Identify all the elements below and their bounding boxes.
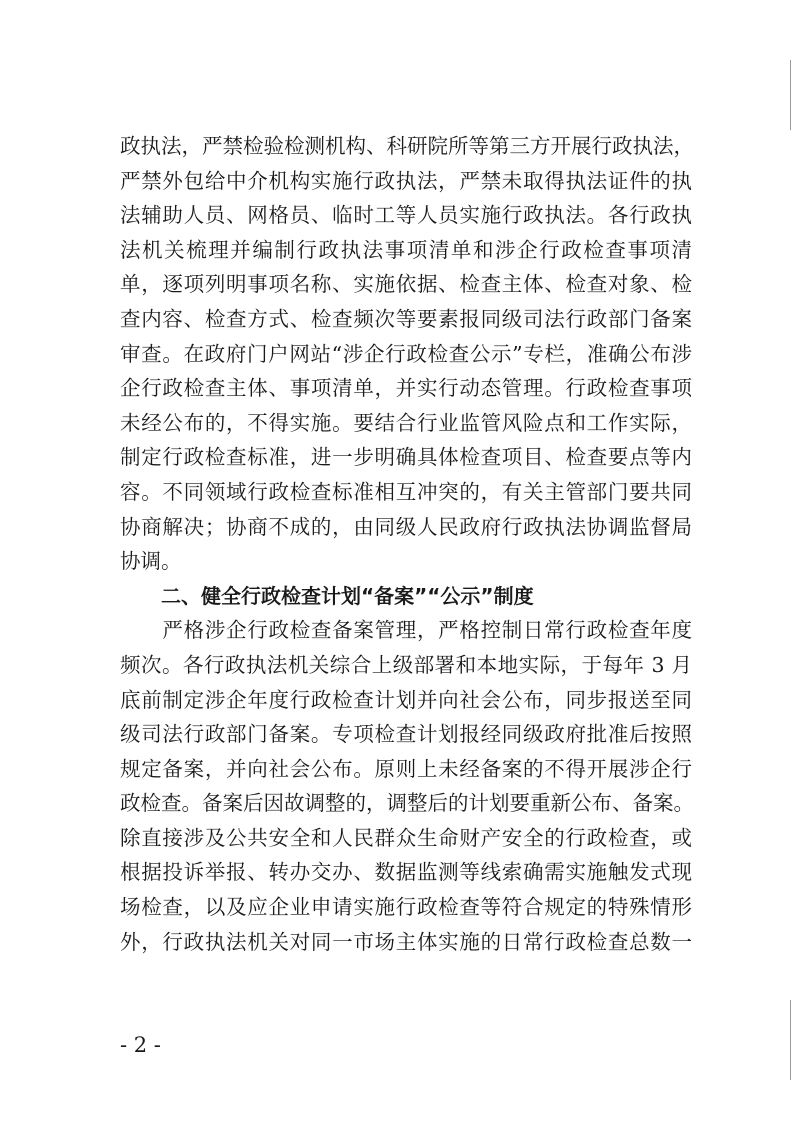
body-line: 除直接涉及公共安全和人民群众生命财产安全的行政检查，或 (120, 825, 692, 850)
body-line: 场检查，以及应企业申请实施行政检查等符合规定的特殊情形 (120, 895, 692, 920)
body-line: 协调。 (120, 549, 182, 574)
body-line: 政检查。备案后因故调整的，调整后的计划要重新公布、备案。 (120, 791, 694, 816)
scan-edge-mark (790, 60, 791, 130)
body-line: 根据投诉举报、转办交办、数据监测等线索确需实施触发式现 (120, 860, 692, 885)
body-line: 法机关梳理并编制行政执法事项清单和涉企行政检查事项清 (120, 237, 692, 262)
body-line: 制定行政检查标准，进一步明确具体检查项目、检查要点等内 (120, 445, 692, 470)
body-line: 严禁外包给中介机构实施行政执法，严禁未取得执法证件的执 (120, 168, 692, 193)
document-body (120, 129, 692, 959)
body-line: 查内容、检查方式、检查频次等要素报同级司法行政部门备案 (120, 306, 692, 331)
body-line: 严格涉企行政检查备案管理，严格控制日常行政检查年度 (120, 618, 692, 643)
section-heading: 二、健全行政检查计划“备案”“公示”制度 (161, 583, 534, 608)
body-line: 外，行政执法机关对同一市场主体实施的日常行政检查总数一 (120, 929, 692, 954)
body-line: 规定备案，并向社会公布。原则上未经备案的不得开展涉企行 (120, 756, 692, 781)
body-line: 单，逐项列明事项名称、实施依据、检查主体、检查对象、检 (120, 272, 692, 297)
body-line: 容。不同领域行政检查标准相互冲突的，有关主管部门要共同 (120, 479, 692, 504)
body-line: 审查。在政府门户网站“涉企行政检查公示”专栏，准确公布涉 (120, 341, 692, 366)
scan-edge-mark (790, 1000, 791, 1080)
body-line: 法辅助人员、网格员、临时工等人员实施行政执法。各行政执 (120, 203, 692, 228)
body-line: 底前制定涉企年度行政检查计划并向社会公布，同步报送至同 (120, 687, 692, 712)
body-line: 政执法，严禁检验检测机构、科研院所等第三方开展行政执法， (120, 134, 694, 158)
body-line: 频次。各行政执法机关综合上级部署和本地实际，于每年 3 月 (120, 652, 692, 677)
body-line: 企行政检查主体、事项清单，并实行动态管理。行政检查事项 (120, 376, 692, 401)
body-line: 未经公布的，不得实施。要结合行业监管风险点和工作实际， (120, 410, 692, 435)
page-number: - 2 - (120, 1033, 161, 1057)
body-line: 级司法行政部门备案。专项检查计划报经同级政府批准后按照 (120, 722, 692, 747)
body-line: 协商解决；协商不成的，由同级人民政府行政执法协调监督局 (120, 514, 692, 539)
